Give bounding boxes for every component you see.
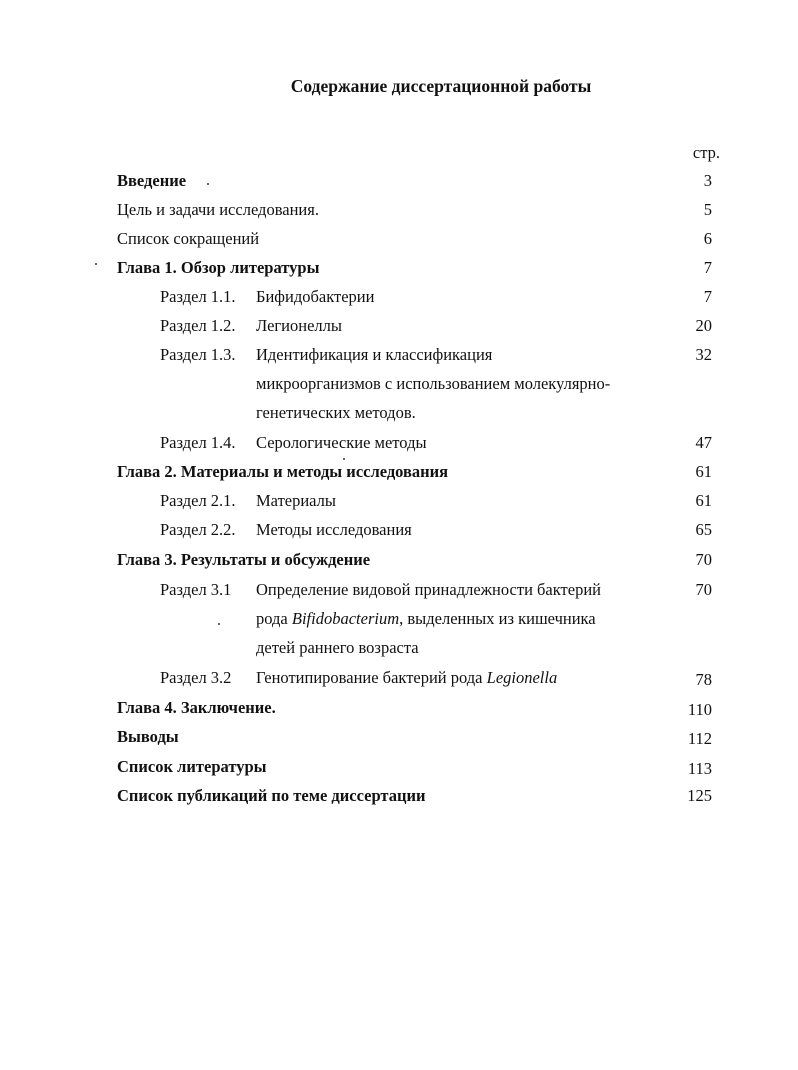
toc-entry-continuation <box>0 372 798 396</box>
toc-entry-label-line <box>256 607 596 631</box>
toc-section-number: Раздел 1.1. <box>160 287 236 306</box>
page-column-label: стр. <box>692 143 720 162</box>
toc-entry-page: 125 <box>687 786 712 805</box>
toc-entry-page: 65 <box>695 520 712 539</box>
toc-entry-label: Глава 2. Материалы и методы исследования <box>117 462 449 481</box>
toc-entry-label: Введение <box>117 171 187 190</box>
toc-entry-label: Легионеллы <box>256 316 342 335</box>
label-text: рода <box>256 609 292 628</box>
toc-entry-section-1-3 <box>0 343 798 367</box>
toc-entry-label: Серологические методы <box>256 433 427 452</box>
toc-entry-references <box>0 755 798 779</box>
toc-entry-label-line: детей раннего возраста <box>256 638 419 657</box>
toc-section-number: Раздел 1.3. <box>160 345 236 364</box>
toc-section-number: Раздел 1.4. <box>160 433 236 452</box>
toc-entry-page: 7 <box>703 258 712 277</box>
toc-entry-page: 113 <box>687 759 712 778</box>
toc-entry-label: Глава 4. Заключение. <box>117 698 276 717</box>
toc-entry-page: 3 <box>703 171 712 190</box>
toc-entry-page: 7 <box>703 287 712 306</box>
toc-entry-conclusions <box>0 725 798 749</box>
toc-entry-abbrev <box>0 227 798 251</box>
toc-section-number: Раздел 3.1 <box>160 580 232 599</box>
toc-entry-page: 112 <box>687 729 712 748</box>
genus-name: Legionella <box>486 668 558 687</box>
toc-entry-page: 70 <box>695 580 712 599</box>
toc-entry-intro <box>0 169 798 193</box>
toc-entry-page: 5 <box>703 200 712 219</box>
toc-entry-label: Материалы <box>256 491 336 510</box>
toc-entry-label: Определение видовой принадлежности бактерий <box>256 580 601 599</box>
toc-entry-continuation <box>0 607 798 631</box>
label-text: Генотипирование бактерий рода <box>256 668 487 687</box>
toc-entry-chapter-3 <box>0 548 798 572</box>
toc-entry-continuation <box>0 636 798 660</box>
toc-entry-continuation <box>0 401 798 425</box>
toc-entry-chapter-1 <box>0 256 798 280</box>
toc-entry-goals <box>0 198 798 222</box>
toc-entry-page: 61 <box>695 491 712 510</box>
toc-entry-chapter-4 <box>0 696 798 720</box>
toc-section-number: Раздел 2.1. <box>160 491 236 510</box>
page-title: Содержание диссертационной работы <box>290 76 592 96</box>
toc-entry-section-2-2 <box>0 518 798 542</box>
toc-entry-label: Цель и задачи исследования. <box>117 200 319 219</box>
toc-section-number: Раздел 3.2 <box>160 668 232 687</box>
toc-entry-section-1-2 <box>0 314 798 338</box>
toc-entry-label: Бифидобактерии <box>256 287 375 306</box>
toc-entry-label: Глава 3. Результаты и обсуждение <box>117 550 371 569</box>
toc-entry-section-1-1 <box>0 285 798 309</box>
toc-entry-page: 32 <box>695 345 712 364</box>
toc-entry-label: Глава 1. Обзор литературы <box>117 258 320 277</box>
toc-entry-label <box>256 666 557 690</box>
genus-name: Bifidobacterium <box>291 609 400 628</box>
toc-entry-page: 20 <box>695 316 712 335</box>
toc-entry-publications <box>0 784 798 808</box>
toc-entry-label: Список литературы <box>117 757 267 776</box>
toc-entry-page: 70 <box>695 550 712 569</box>
toc-entry-page: 47 <box>695 433 712 452</box>
toc-section-number: Раздел 1.2. <box>160 316 236 335</box>
toc-entry-chapter-2 <box>0 460 798 484</box>
toc-entry-page: 110 <box>687 700 712 719</box>
toc-entry-section-1-4 <box>0 431 798 455</box>
toc-entry-page: 6 <box>703 229 712 248</box>
toc-entry-label-line: микроорганизмов с использованием молекулярно- <box>256 374 611 393</box>
toc-entry-label: Список сокращений <box>117 229 260 248</box>
toc-entry-page: 61 <box>695 462 712 481</box>
toc-entry-label-line: генетических методов. <box>256 403 416 422</box>
toc-entry-section-2-1 <box>0 489 798 513</box>
toc-entry-label: Список публикаций по теме диссертации <box>117 786 426 805</box>
toc-entry-label: Идентификация и классификация <box>256 345 493 364</box>
label-text: , выделенных из кишечника <box>399 609 596 628</box>
toc-entry-label: Выводы <box>117 727 179 746</box>
toc-section-number: Раздел 2.2. <box>160 520 236 539</box>
toc-entry-section-3-2 <box>0 666 798 690</box>
toc-entry-label: Методы исследования <box>256 520 412 539</box>
toc-entry-page: 78 <box>695 670 712 689</box>
toc-entry-section-3-1 <box>0 578 798 602</box>
